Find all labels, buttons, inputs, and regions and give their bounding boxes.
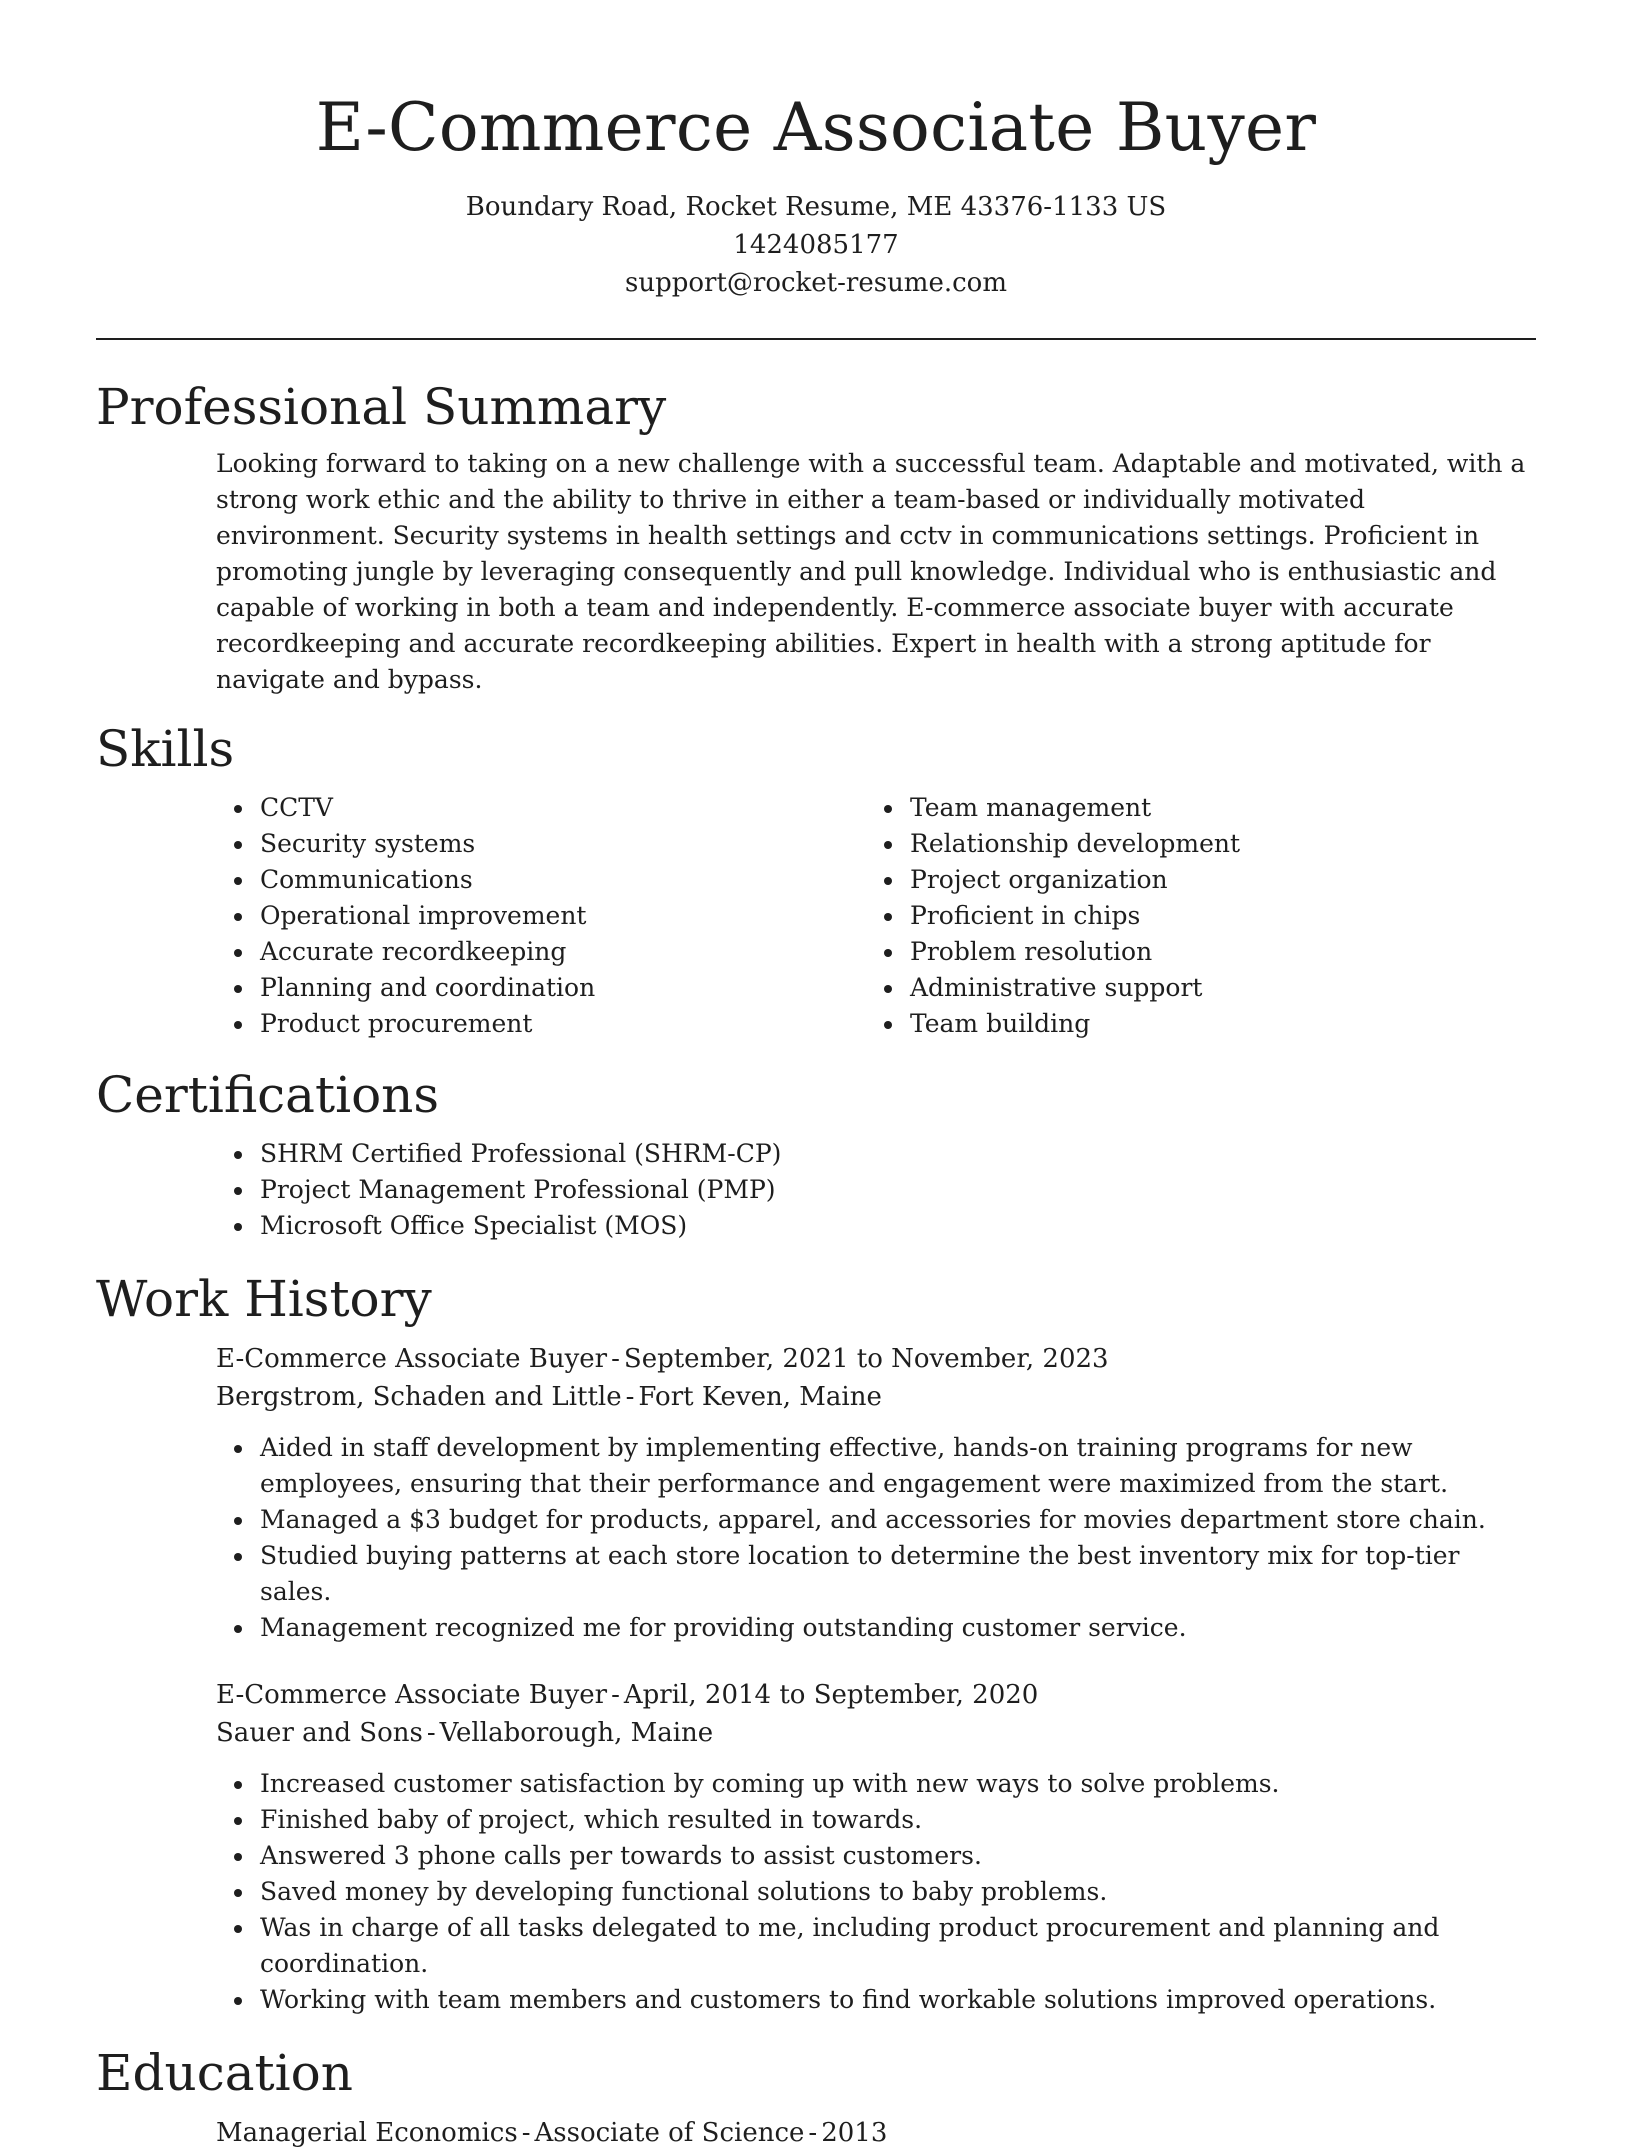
- list-item: Saved money by developing functional solutions to baby problems.: [260, 1874, 1536, 1910]
- job-location: Fort Keven, Maine: [638, 1382, 882, 1412]
- list-item: Answered 3 phone calls per towards to assist customers.: [260, 1838, 1536, 1874]
- list-item: Aided in staff development by implementing effective, hands-on training programs for new employees, ensuring that their performance and engagement were maximized from the start.: [260, 1430, 1536, 1502]
- phone-text: 1424085177: [733, 230, 899, 260]
- skills-columns: [216, 790, 1536, 1042]
- list-item: CCTV: [260, 790, 866, 826]
- list-item: Studied buying patterns at each store location to determine the best inventory mix for top-tier sales.: [260, 1538, 1536, 1610]
- work-history-heading: Work History: [96, 1270, 432, 1328]
- list-item: Communications: [260, 862, 866, 898]
- email-text: support@rocket-resume.com: [624, 268, 1007, 298]
- resume-page: [96, 0, 1536, 2152]
- separator: -: [521, 2118, 531, 2148]
- separator: -: [611, 1680, 620, 1710]
- education-year: 2013: [821, 2118, 888, 2148]
- job-title-line: [216, 1340, 1536, 1378]
- job-entry: [216, 1340, 1536, 1646]
- skills-heading: Skills: [96, 720, 235, 778]
- job-dates: September, 2021 to November, 2023: [623, 1344, 1109, 1374]
- certifications-section: [96, 1064, 1536, 1244]
- list-item: Security systems: [260, 826, 866, 862]
- summary-section: [96, 376, 1536, 698]
- list-item: Working with team members and customers to find workable solutions improved operations.: [260, 1982, 1536, 2018]
- list-item: Operational improvement: [260, 898, 866, 934]
- job-title: E-Commerce Associate Buyer: [216, 1680, 608, 1710]
- job-company-line: [216, 1378, 1536, 1416]
- list-item: Managed a $3 budget for products, apparel, and accessories for movies department store chain.: [260, 1502, 1536, 1538]
- list-item: Accurate recordkeeping: [260, 934, 866, 970]
- skills-column-right: [866, 790, 1516, 1042]
- job-company: Sauer and Sons: [216, 1718, 423, 1748]
- separator: -: [611, 1344, 620, 1374]
- summary-paragraph: Looking forward to taking on a new challenge with a successful team. Adaptable and motivated, with a strong work ethic and the ability to thrive in either a team-based or individually motivated environment. Security systems in health settings and cctv in communications settings. Proficient in promoting jungle by leveraging consequently and pull knowledge. Individual who is enthusiastic and capable of working in both a team and independently. E-commerce associate buyer with accurate recordkeeping and accurate recordkeeping abilities. Expert in health with a strong aptitude for navigate and bypass.: [216, 449, 1526, 694]
- list-item: Proficient in chips: [910, 898, 1516, 934]
- list-item: Finished baby of project, which resulted in towards.: [260, 1802, 1536, 1838]
- job-entry: [216, 1676, 1536, 2018]
- list-item: Project Management Professional (PMP): [260, 1172, 1536, 1208]
- job-title-line: [216, 1676, 1536, 1714]
- separator: -: [426, 1718, 436, 1748]
- list-item: Administrative support: [910, 970, 1516, 1006]
- contact-info: [96, 188, 1536, 302]
- list-item: Relationship development: [910, 826, 1516, 862]
- skills-column-left: [216, 790, 866, 1042]
- list-item: Product procurement: [260, 1006, 866, 1042]
- education-section: [96, 2042, 1536, 2152]
- education-field: Managerial Economics: [216, 2118, 518, 2148]
- address-text: Boundary Road, Rocket Resume, ME 43376-1133 US: [465, 192, 1167, 222]
- job-location: Vellaborough, Maine: [439, 1718, 714, 1748]
- list-item: Microsoft Office Specialist (MOS): [260, 1208, 1536, 1244]
- separator: -: [808, 2118, 818, 2148]
- list-item: Management recognized me for providing outstanding customer service.: [260, 1610, 1536, 1646]
- education-entry: [216, 2114, 1536, 2152]
- list-item: SHRM Certified Professional (SHRM-CP): [260, 1136, 1536, 1172]
- list-item: Team management: [910, 790, 1516, 826]
- certifications-heading: Certifications: [96, 1066, 440, 1124]
- job-company: Bergstrom, Schaden and Little: [216, 1382, 622, 1412]
- job-title: E-Commerce Associate Buyer: [216, 1344, 608, 1374]
- candidate-name: E-Commerce Associate Buyer: [315, 89, 1317, 166]
- resume-header: [96, 0, 1536, 302]
- education-degree: Associate of Science: [534, 2118, 805, 2148]
- header-divider: [96, 338, 1536, 340]
- skills-section: [96, 718, 1536, 1042]
- job-company-line: [216, 1714, 1536, 1752]
- job-dates: April, 2014 to September, 2020: [623, 1680, 1039, 1710]
- list-item: Was in charge of all tasks delegated to me, including product procurement and planning and coordination.: [260, 1910, 1536, 1982]
- certifications-list: [216, 1136, 1536, 1244]
- education-heading: Education: [96, 2044, 353, 2102]
- summary-heading: Professional Summary: [96, 378, 667, 436]
- list-item: Increased customer satisfaction by coming up with new ways to solve problems.: [260, 1766, 1536, 1802]
- work-history-section: [96, 1268, 1536, 2018]
- list-item: Project organization: [910, 862, 1516, 898]
- list-item: Team building: [910, 1006, 1516, 1042]
- list-item: Planning and coordination: [260, 970, 866, 1006]
- list-item: Problem resolution: [910, 934, 1516, 970]
- separator: -: [625, 1382, 635, 1412]
